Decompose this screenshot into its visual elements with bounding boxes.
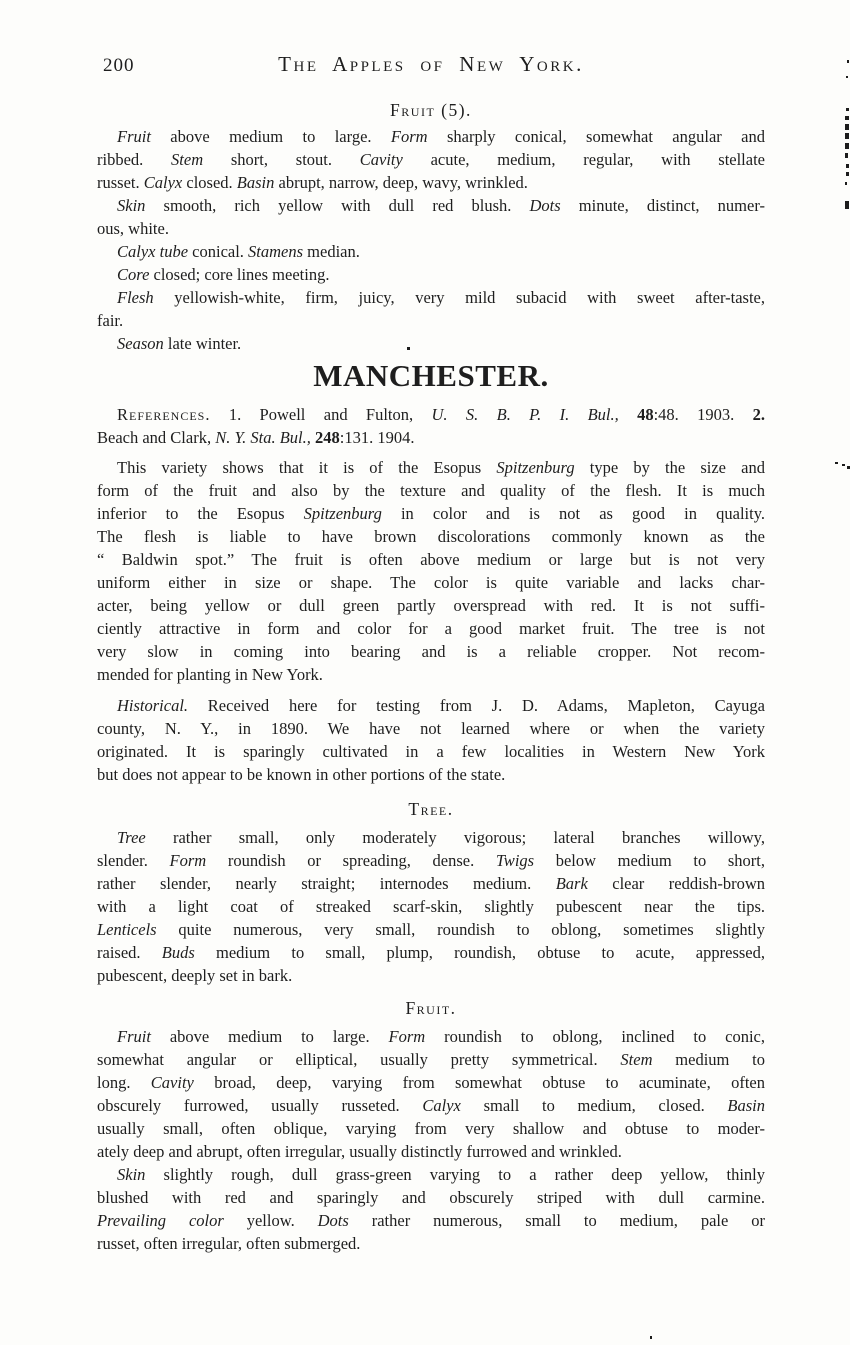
text-line: The flesh is liable to have brown discolorations commonly known as the (97, 527, 765, 546)
scan-artifact (845, 133, 849, 139)
text-line: uniform either in size or shape. The color is quite variable and lacks char- (97, 573, 765, 592)
scan-artifact (845, 116, 849, 120)
scan-artifact (650, 1336, 652, 1339)
text-line: long. Cavity broad, deep, varying from somewhat obtuse to acuminate, often (97, 1073, 765, 1092)
text-line: Historical. Received here for testing from J. D. Adams, Mapleton, Cayuga (117, 696, 765, 715)
text-line: ciently attractive in form and color for a good market fruit. The tree is not (97, 619, 765, 638)
para-this-variety (97, 456, 765, 686)
text-line: Prevailing color yellow. Dots rather numerous, small to medium, pale or (97, 1211, 765, 1230)
para-core (97, 263, 765, 286)
scan-artifact (845, 182, 847, 185)
scan-artifact (845, 124, 849, 130)
text-line: blushed with red and sparingly and obscurely striped with dull carmine. (97, 1188, 765, 1207)
scan-artifact (846, 108, 849, 111)
text-line: Skin smooth, rich yellow with dull red blush. Dots minute, distinct, numer- (117, 196, 765, 215)
text-line: Tree rather small, only moderately vigorous; lateral branches willowy, (117, 828, 765, 847)
text-line: Calyx tube conical. Stamens median. (117, 242, 360, 261)
tree-heading: Tree. (408, 799, 454, 819)
para-tree (97, 826, 765, 987)
page-number: 200 (103, 55, 135, 76)
running-title: The Apples of New York. (278, 52, 584, 76)
scan-artifact (842, 464, 845, 466)
text-line: russet, often irregular, often submerged. (97, 1234, 361, 1253)
para-flesh (97, 286, 765, 332)
scan-artifact (846, 164, 849, 168)
para-fruit-exterior (97, 125, 765, 194)
para-skin (97, 194, 765, 240)
text-line: form of the fruit and also by the texture and quality of the flesh. It is much (97, 481, 765, 500)
text-line: mended for planting in New York. (97, 665, 323, 684)
para-calyx-tube (97, 240, 765, 263)
para-season (97, 332, 765, 355)
text-line: Fruit above medium to large. Form sharply conical, somewhat angular and (117, 127, 765, 146)
text-line: with a light coat of streaked scarf-skin, slightly pubescent near the tips. (97, 897, 765, 916)
para-historical (97, 694, 765, 786)
text-line: Lenticels quite numerous, very small, roundish to oblong, sometimes slightly (97, 920, 765, 939)
text-line: “ Baldwin spot.” The fruit is often above medium or large but is not very (97, 550, 765, 569)
variety-title: MANCHESTER. (313, 358, 549, 393)
scan-artifact (846, 76, 848, 78)
text-line: russet. Calyx closed. Basin abrupt, narrow, deep, wavy, wrinkled. (97, 173, 528, 192)
text-line: Skin slightly rough, dull grass-green varying to a rather deep yellow, thinly (117, 1165, 765, 1184)
text-line: but does not appear to be known in other portions of the state. (97, 765, 506, 784)
text-line: ately deep and abrupt, often irregular, usually distinctly furrowed and wrinkled. (97, 1142, 622, 1161)
scan-artifact (845, 201, 849, 209)
text-line: originated. It is sparingly cultivated in a few localities in Western New York (97, 742, 765, 761)
text-line: ous, white. (97, 219, 169, 238)
text-line: raised. Buds medium to small, plump, roundish, obtuse to acute, appressed, (97, 943, 765, 962)
text-line: rather slender, nearly straight; internodes medium. Bark clear reddish-brown (97, 874, 765, 893)
text-line: acter, being yellow or dull green partly overspread with red. It is not suffi- (97, 596, 765, 615)
references (97, 403, 765, 449)
text-line: Season late winter. (117, 334, 242, 353)
text-line: ribbed. Stem short, stout. Cavity acute, medium, regular, with stellate (97, 150, 765, 169)
scan-artifact (846, 172, 849, 176)
para-skin-2 (97, 1163, 765, 1255)
text-line: pubescent, deeply set in bark. (97, 966, 293, 985)
text-line: This variety shows that it is of the Esopus Spitzenburg type by the size and (117, 458, 765, 477)
scan-artifact (845, 143, 849, 149)
fruit-5-heading: Fruit (5). (390, 100, 472, 120)
fruit-heading: Fruit. (405, 998, 457, 1018)
text-line: very slow in coming into bearing and is a reliable cropper. Not recom- (97, 642, 765, 661)
page-content (97, 100, 765, 1255)
text-line: obscurely furrowed, usually russeted. Calyx small to medium, closed. Basin (97, 1096, 765, 1115)
text-line: somewhat angular or elliptical, usually pretty symmetrical. Stem medium to (97, 1050, 765, 1069)
text-line: References. 1. Powell and Fulton, U. S. B. P. I. Bul., 48:48. 1903. 2. (117, 405, 766, 424)
text-line: fair. (97, 311, 124, 330)
text-line: Beach and Clark, N. Y. Sta. Bul., 248:131. 1904. (97, 428, 415, 447)
para-fruit-2 (97, 1025, 765, 1163)
text-line: Flesh yellowish-white, firm, juicy, very mild subacid with sweet after-taste, (117, 288, 765, 307)
scan-artifact (847, 60, 849, 63)
text-line: slender. Form roundish or spreading, dense. Twigs below medium to short, (97, 851, 765, 870)
scan-artifact (845, 153, 848, 158)
text-line: Fruit above medium to large. Form roundish to oblong, inclined to conic, (117, 1027, 765, 1046)
scan-artifact (407, 347, 410, 350)
text-line: Core closed; core lines meeting. (117, 265, 330, 284)
text-line: county, N. Y., in 1890. We have not learned where or when the variety (97, 719, 765, 738)
scan-artifact (835, 462, 838, 464)
text-line: usually small, often oblique, varying from very shallow and obtuse to moder- (97, 1119, 765, 1138)
text-line: inferior to the Esopus Spitzenburg in color and is not as good in quality. (97, 504, 766, 523)
